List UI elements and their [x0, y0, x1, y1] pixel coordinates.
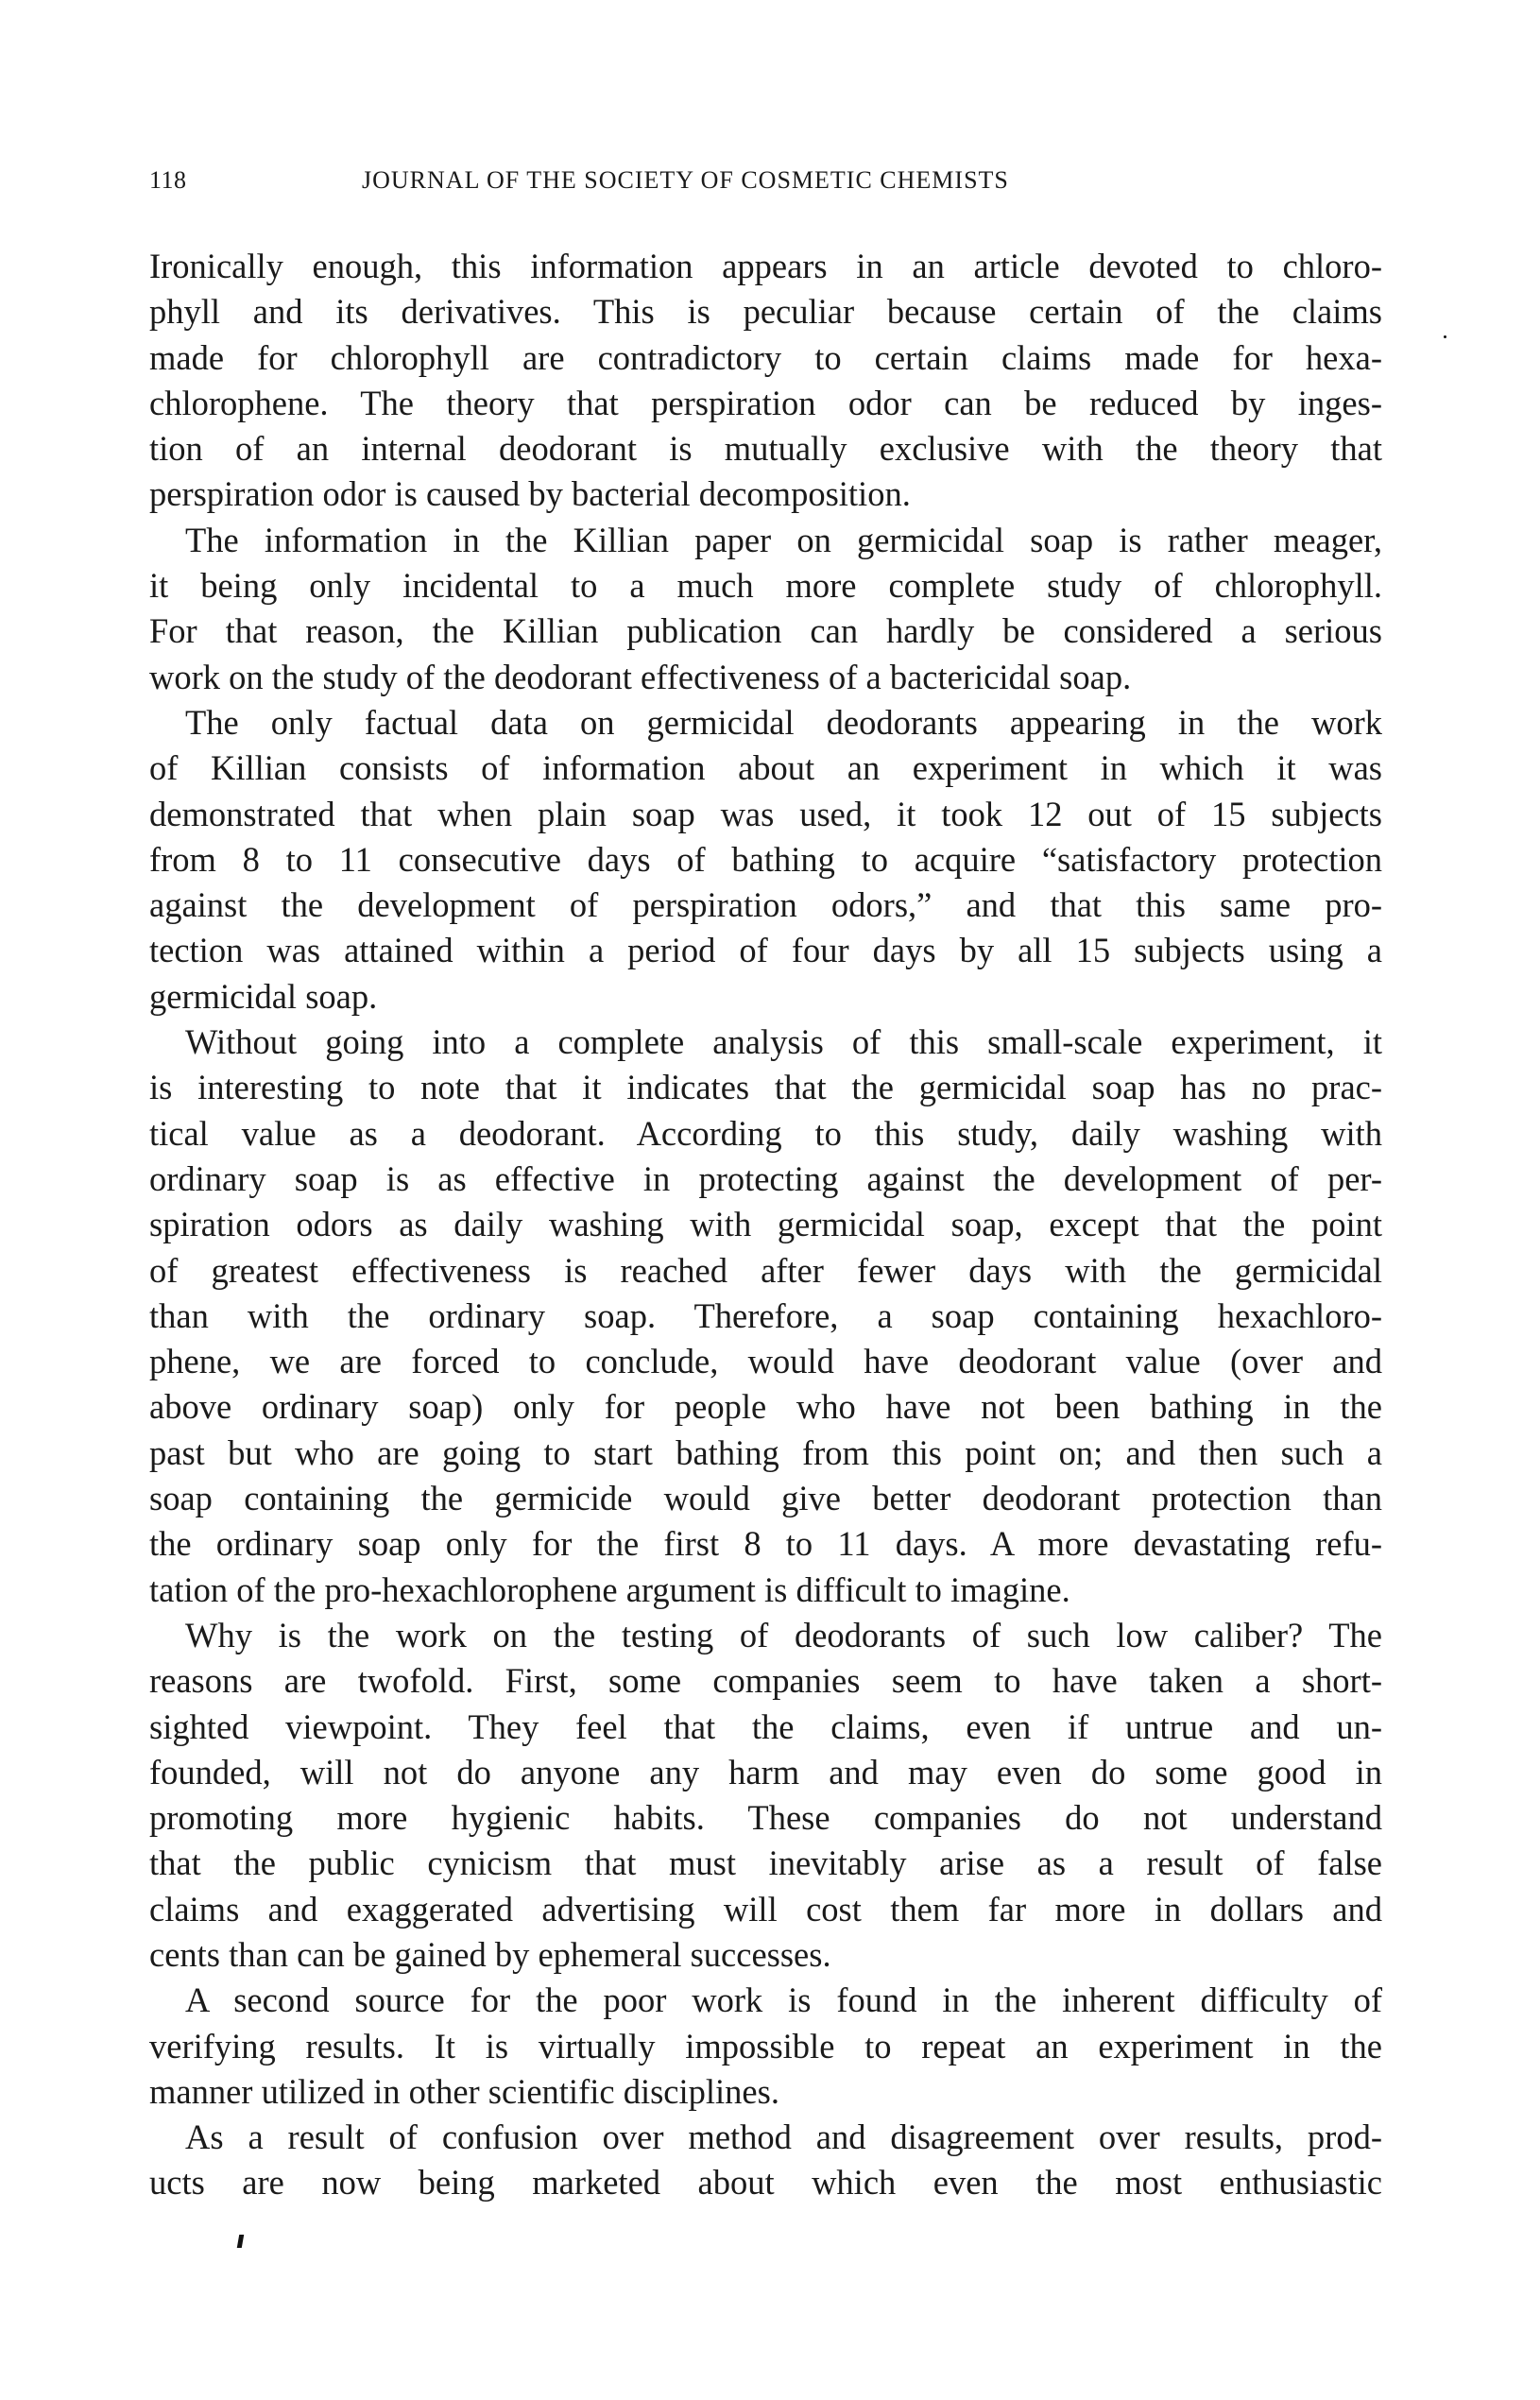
- paragraph: [149, 1613, 1382, 1978]
- paragraph: [149, 244, 1382, 518]
- text-line: than with the ordinary soap. Therefore, a soap containing hexachloro-: [149, 1295, 1382, 1335]
- text-line: Without going into a complete analysis of this small-scale experiment, it: [185, 1022, 1382, 1062]
- text-line: demonstrated that when plain soap was used, it took 12 out of 15 subjects: [149, 794, 1382, 833]
- text-line: germicidal soap.: [149, 976, 378, 1016]
- text-line: tion of an internal deodorant is mutually exclusive with the theory that: [149, 429, 1382, 469]
- paragraph: [149, 700, 1382, 1020]
- text-line: of greatest effectiveness is reached after fewer days with the germicidal: [149, 1250, 1382, 1290]
- text-line: above ordinary soap) only for people who have not been bathing in the: [149, 1387, 1382, 1427]
- text-line: tection was attained within a period of four days by all 15 subjects using a: [149, 931, 1382, 970]
- paragraph: [149, 518, 1382, 700]
- text-line: from 8 to 11 consecutive days of bathing to acquire “satisfactory protection: [149, 839, 1382, 879]
- text-line: the ordinary soap only for the first 8 to 11 days. A more devastating refu-: [149, 1524, 1382, 1564]
- text-line: that the public cynicism that must inevitably arise as a result of false: [149, 1843, 1382, 1883]
- text-line: manner utilized in other scientific disciplines.: [149, 2071, 779, 2111]
- text-line: is interesting to note that it indicates that the germicidal soap has no prac-: [149, 1068, 1382, 1107]
- text-line: promoting more hygienic habits. These companies do not understand: [149, 1798, 1382, 1838]
- text-line: spiration odors as daily washing with germicidal soap, except that the point: [149, 1205, 1382, 1244]
- paragraph: [149, 1020, 1382, 1613]
- text-line: ucts are now being marketed about which even the most enthusiastic: [149, 2163, 1382, 2203]
- text-line: For that reason, the Killian publication can hardly be considered a serious: [149, 611, 1382, 651]
- text-line: made for chlorophyll are contradictory to certain claims made for hexa-: [149, 337, 1382, 377]
- text-line: founded, will not do anyone any harm and may even do some good in: [149, 1752, 1382, 1791]
- journal-title: JOURNAL OF THE SOCIETY OF COSMETIC CHEMISTS: [362, 166, 1009, 194]
- text-line: The information in the Killian paper on germicidal soap is rather meager,: [185, 520, 1382, 559]
- text-line: claims and exaggerated advertising will cost them far more in dollars and: [149, 1889, 1382, 1929]
- text-line: ordinary soap is as effective in protecting against the development of per-: [149, 1158, 1382, 1198]
- text-line: phene, we are forced to conclude, would have deodorant value (over and: [149, 1342, 1382, 1381]
- text-line: chlorophene. The theory that perspiration odor can be reduced by inges-: [149, 383, 1382, 422]
- text-line: As a result of confusion over method and disagreement over results, prod-: [185, 2117, 1382, 2157]
- text-line: verifying results. It is virtually impossible to repeat an experiment in the: [149, 2026, 1382, 2066]
- text-line: soap containing the germicide would give better deodorant protection than: [149, 1479, 1382, 1518]
- text-line: A second source for the poor work is found in the inherent difficulty of: [185, 1980, 1382, 2020]
- running-header: [149, 159, 1382, 200]
- text-line: sighted viewpoint. They feel that the claims, even if untrue and un-: [149, 1706, 1382, 1746]
- article-body: [149, 244, 1382, 2206]
- scan-dot: [1444, 335, 1446, 338]
- text-line: The only factual data on germicidal deodorants appearing in the work: [185, 702, 1382, 742]
- text-line: past but who are going to start bathing from this point on; and then such a: [149, 1432, 1382, 1472]
- scan-speck: [237, 2235, 244, 2248]
- paragraph: [149, 1978, 1382, 2115]
- text-line: Why is the work on the testing of deodorants of such low caliber? The: [185, 1615, 1382, 1654]
- text-line: perspiration odor is caused by bacterial decomposition.: [149, 474, 911, 514]
- text-line: tical value as a deodorant. According to this study, daily washing with: [149, 1113, 1382, 1153]
- text-line: work on the study of the deodorant effectiveness of a bactericidal soap.: [149, 657, 1132, 696]
- paragraph: [149, 2115, 1382, 2206]
- text-line: tation of the pro-hexachlorophene argument is difficult to imagine.: [149, 1569, 1070, 1609]
- page-number: 118: [149, 166, 187, 194]
- text-line: phyll and its derivatives. This is peculiar because certain of the claims: [149, 292, 1382, 332]
- text-line: reasons are twofold. First, some companies seem to have taken a short-: [149, 1661, 1382, 1701]
- text-line: cents than can be gained by ephemeral successes.: [149, 1934, 831, 1974]
- text-line: Ironically enough, this information appears in an article devoted to chloro-: [149, 247, 1382, 285]
- text-line: it being only incidental to a much more complete study of chlorophyll.: [149, 566, 1382, 606]
- text-line: against the development of perspiration odors,” and that this same pro-: [149, 885, 1382, 925]
- text-line: of Killian consists of information about an experiment in which it was: [149, 748, 1382, 788]
